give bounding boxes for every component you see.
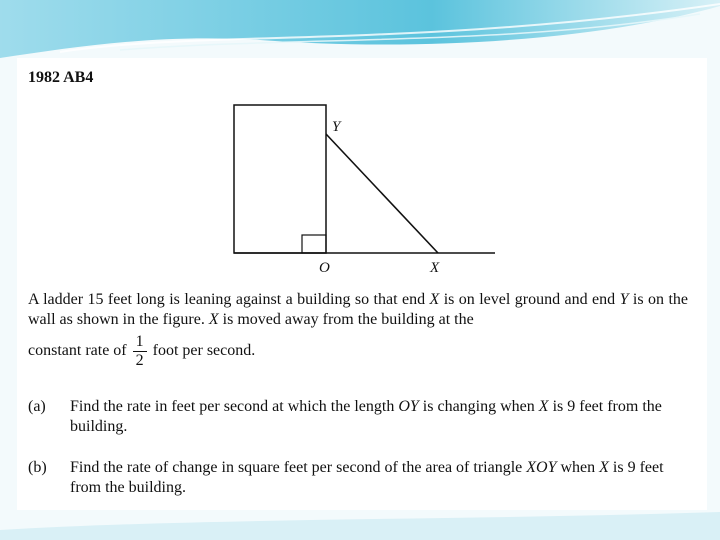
ladder-figure xyxy=(17,58,707,288)
ladder xyxy=(326,134,438,253)
building xyxy=(234,105,326,253)
statement-text: is moved away from the building at the xyxy=(218,311,474,328)
problem-id: 1982 AB4 xyxy=(28,69,94,86)
var-y: Y xyxy=(619,291,629,308)
footer-swoosh xyxy=(0,512,720,540)
part-text: Find the rate in feet per second at which the length OY is changing when X is 9 feet from the building. xyxy=(70,398,662,435)
var-x: X xyxy=(429,291,440,308)
part-label: (a) xyxy=(28,398,46,415)
right-angle-marker xyxy=(302,235,326,253)
label-y: Y xyxy=(332,119,341,135)
label-x: X xyxy=(430,260,440,276)
var-x: X xyxy=(208,311,219,328)
statement-text: is on the wall as shown in the figure. xyxy=(28,291,689,328)
statement-text: is on level ground and end xyxy=(439,291,620,308)
rate-line xyxy=(28,331,255,371)
part-label: (b) xyxy=(28,459,47,476)
fraction-numerator: 1 xyxy=(133,333,147,352)
part-b xyxy=(28,458,688,498)
var-x: X xyxy=(599,459,609,476)
var-xoy: XOY xyxy=(526,459,557,476)
problem-statement xyxy=(28,290,688,330)
rate-suffix: foot per second. xyxy=(152,342,256,359)
problem-card xyxy=(17,58,707,510)
header-swoosh xyxy=(0,0,720,58)
var-oy: OY xyxy=(398,398,419,415)
part-text: Find the rate of change in square feet per second of the area of triangle XOY when X is 9 feet from the building. xyxy=(70,459,664,496)
rate-prefix: constant rate of xyxy=(28,342,127,359)
var-x: X xyxy=(538,398,549,415)
rate-fraction xyxy=(133,333,147,370)
label-o: O xyxy=(319,260,330,276)
statement-text: A ladder 15 feet long is leaning against a building so that end xyxy=(28,291,430,308)
part-a xyxy=(28,397,688,437)
fraction-denominator: 2 xyxy=(135,351,144,369)
